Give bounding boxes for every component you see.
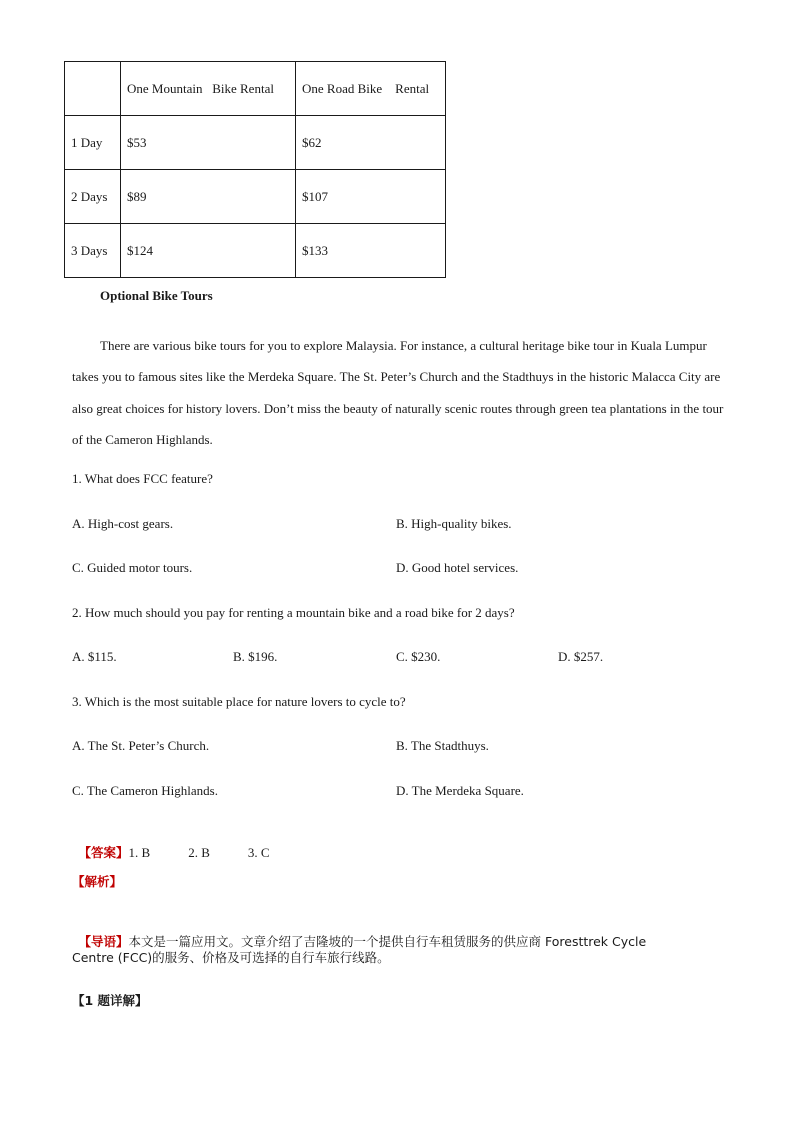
table-cell: $124 [121,224,296,278]
guide-line-2: Centre (FCC)的服务、价格及可选择的自行车旅行线路。 [72,950,390,965]
table-row [65,116,446,170]
option-b: B. The Stadthuys. [396,738,489,753]
answer-line [72,827,270,861]
table-cell: $89 [121,170,296,224]
option-c: C. The Cameron Highlands. [72,783,218,798]
guide-text: 本文是一篇应用文。文章介绍了吉隆坡的一个提供自行车租赁服务的供应商 Foresttrek Cycle [128,934,647,949]
option-d: D. Good hotel services. [396,560,519,575]
table-cell: $62 [296,116,446,170]
table-header-cell: One Mountain Bike Rental [121,62,296,116]
table-cell: 1 Day [65,116,121,170]
table-header-cell [65,62,121,116]
question-2: 2. How much should you pay for renting a mountain bike and a road bike for 2 days? [72,605,515,620]
table-cell: 2 Days [65,170,121,224]
question-3: 3. Which is the most suitable place for nature lovers to cycle to? [72,694,406,709]
answer-value: 3. C [247,845,270,860]
option-c: C. $230. [396,649,441,664]
option-a: A. The St. Peter’s Church. [72,738,210,753]
table-header-cell: One Road Bike Rental [296,62,446,116]
option-a: A. $115. [72,649,117,664]
table-row [65,224,446,278]
answer-value: 1. B [128,845,151,860]
option-a: A. High-cost gears. [72,516,174,531]
table-row [65,170,446,224]
table-cell: 3 Days [65,224,121,278]
guide-label: 【导语】 [78,934,129,949]
table-cell: $53 [121,116,296,170]
table-cell: $133 [296,224,446,278]
table-header-row [65,62,446,116]
analysis-label: 【解析】 [72,874,123,889]
option-c: C. Guided motor tours. [72,560,193,575]
detail-label: 【1 题详解】 [72,993,148,1008]
section-heading: Optional Bike Tours [100,288,213,303]
option-d: D. $257. [558,649,604,664]
option-d: D. The Merdeka Square. [396,783,524,798]
rental-price-table [64,61,446,278]
table-cell: $107 [296,170,446,224]
answer-label: 【答案】 [78,845,129,860]
guide-line-1 [72,916,646,950]
question-1: 1. What does FCC feature? [72,471,213,486]
body-paragraph: There are various bike tours for you to explore Malaysia. For instance, a cultural heritage bike tour in Kuala Lumpur takes you to famous sites like the Merdeka Square. The St. Peter’s Church and the Stadthuys in the historic Malacca City are also great choices for history lovers. Don’t miss the beauty of naturally scenic routes through green tea plantations in the tour of the Cameron Highlands. [72,338,724,448]
answer-value: 2. B [188,845,210,860]
option-b: B. $196. [233,649,278,664]
option-b: B. High-quality bikes. [396,516,512,531]
